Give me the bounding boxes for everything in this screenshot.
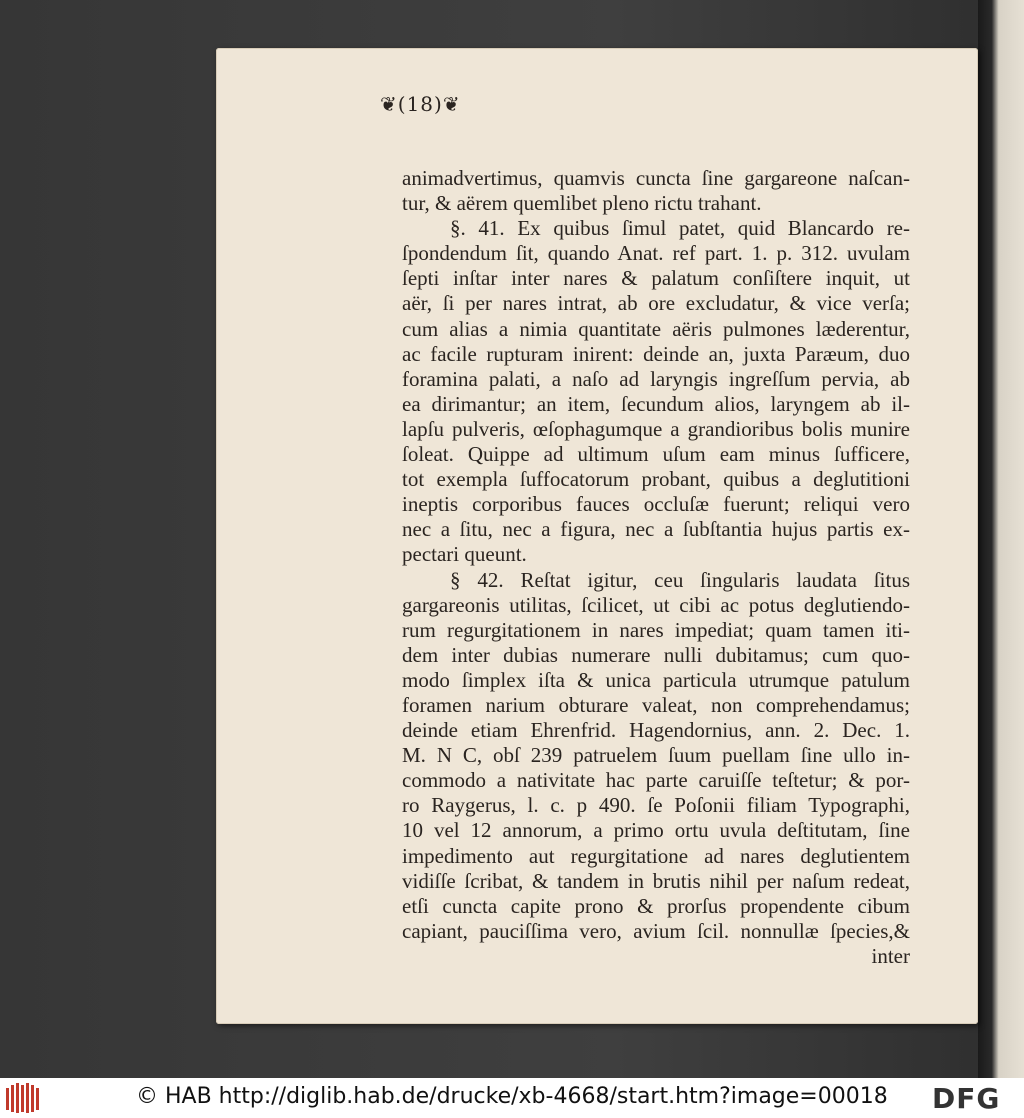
- text-line: ſepti inſtar inter nares & palatum conſiſtere inquit, ut: [402, 266, 910, 291]
- text-line: capiant, pauciſſima vero, avium ſcil. nonnullæ ſpecies,&: [402, 918, 910, 943]
- header-ornament-left: ❦: [380, 92, 398, 116]
- copyright-url[interactable]: © HAB http://diglib.hab.de/drucke/xb-4668/start.htm?image=00018: [136, 1084, 888, 1109]
- text-line: etſi cuncta capite prono & prorſus propendente cibum: [402, 893, 910, 918]
- text-line: ineptis corporibus fauces occluſæ fuerunt; reliqui vero: [402, 492, 910, 517]
- text-line: ro Raygerus, l. c. p 490. ſe Poſonii filiam Typographi,: [402, 793, 910, 818]
- text-line: ſpondendum ſit, quando Anat. ref part. 1. p. 312. uvulam: [402, 241, 910, 266]
- page-number: (18): [397, 92, 443, 116]
- header-ornament-right: ❦: [442, 92, 461, 116]
- text-line: vidiſſe ſcribat, & tandem in brutis nihil per naſum redeat,: [402, 868, 910, 893]
- dfg-logo: DFG: [932, 1082, 1001, 1115]
- text-line: animadvertimus, quamvis cuncta ſine gargareone naſcan-: [402, 166, 910, 190]
- text-line: ſoleat. Quippe ad ultimum uſum eam minus ſufficere,: [402, 442, 910, 467]
- text-line: rum regurgitationem in nares impediat; quam tamen iti-: [402, 617, 910, 642]
- text-line: foramen narium obturare valeat, non comprehendamus;: [402, 692, 910, 717]
- text-line: inter: [871, 943, 910, 968]
- text-line: commodo a nativitate hac parte caruiſſe teſtetur; & por-: [402, 768, 910, 793]
- text-line: dem inter dubias numerare nulli dubitamus; cum quo-: [402, 642, 910, 667]
- text-line: deinde etiam Ehrenfrid. Hagendornius, ann. 2. Dec. 1.: [402, 718, 910, 743]
- text-line: §. 41. Ex quibus ſimul patet, quid Blancardo re-: [450, 216, 910, 241]
- page-number-header: [380, 92, 461, 116]
- text-line: cum alias a nimia quantitate aëris pulmones læderentur,: [402, 316, 910, 341]
- text-line: 10 vel 12 annorum, a primo ortu uvula deſtitutam, ſine: [402, 818, 910, 843]
- text-line: tur, & aërem quemlibet pleno rictu trahant.: [402, 191, 762, 216]
- footer-bar: [0, 1078, 1024, 1118]
- text-line: gargareonis utilitas, ſcilicet, ut cibi ac potus deglutiendo-: [402, 592, 910, 617]
- text-line: lapſu pulveris, œſophagumque a grandioribus bolis munire: [402, 416, 910, 441]
- text-line: ea dirimantur; an item, ſecundum alios, laryngem ab il-: [402, 391, 910, 416]
- text-line: M. N C, obſ 239 patruelem ſuum puellam ſine ullo in-: [402, 743, 910, 768]
- text-line: aër, ſi per nares intrat, ab ore excludatur, & vice verſa;: [402, 291, 910, 316]
- book-spine: [978, 0, 1024, 1078]
- text-line: § 42. Reſtat igitur, ceu ſingularis laudata ſitus: [450, 567, 910, 592]
- text-line: pectari queunt.: [402, 542, 527, 567]
- text-line: nec a ſitu, nec a figura, nec a ſubſtantia hujus partis ex-: [402, 517, 910, 542]
- text-line: ac facile rupturam inirent: deinde an, juxta Paræum, duo: [402, 341, 910, 366]
- text-line: modo ſimplex iſta & unica particula utrumque patulum: [402, 667, 910, 692]
- text-line: foramina palati, a naſo ad laryngis ingreſſum pervia, ab: [402, 366, 910, 391]
- page-text: [402, 166, 910, 969]
- hab-logo-icon: [2, 1080, 46, 1116]
- text-line: tot exempla ſuffocatorum probant, quibus a deglutitioni: [402, 467, 910, 492]
- text-line: impedimento aut regurgitatione ad nares deglutientem: [402, 843, 910, 868]
